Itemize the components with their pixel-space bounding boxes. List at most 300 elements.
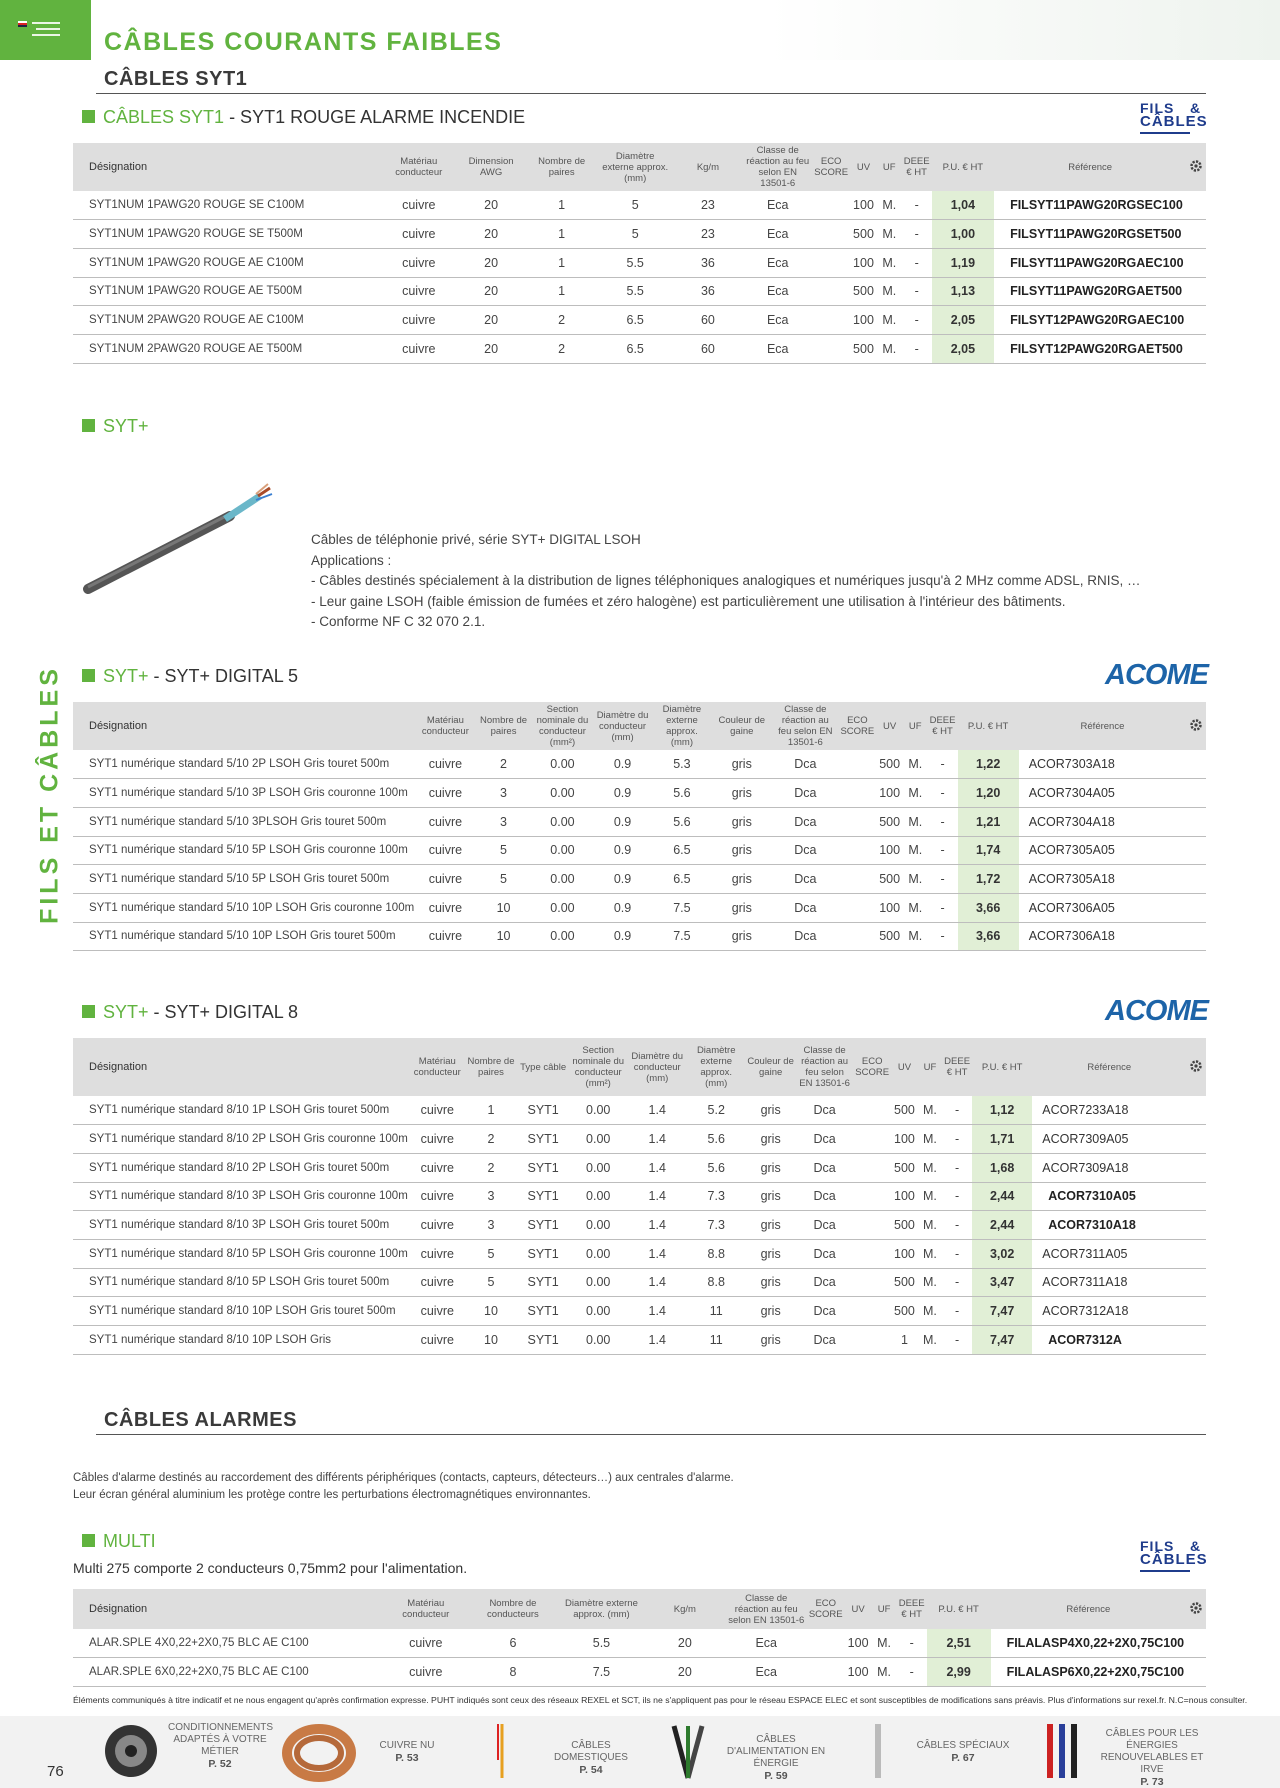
table-cell: M. <box>918 1096 942 1125</box>
table-cell: Dca <box>796 1326 853 1355</box>
table-cell: 0.9 <box>593 865 653 894</box>
table-row <box>73 779 1206 808</box>
multi-description: Multi 275 comporte 2 conducteurs 0,75mm2 pour l'alimentation. <box>73 1560 468 1576</box>
table-cell: Eca <box>726 1658 807 1687</box>
table-cell: cuivre <box>381 248 457 277</box>
table-cell <box>853 1096 891 1125</box>
table-cell: SYT1NUM 1PAWG20 ROUGE AE T500M <box>73 277 381 306</box>
column-header: UF <box>877 143 902 191</box>
table-cell: M. <box>903 779 928 808</box>
column-header: Désignation <box>73 702 416 750</box>
acome-logo: ACOME <box>1105 995 1208 1027</box>
subsection-syt1-rouge: CÂBLES SYT1 - SYT1 ROUGE ALARME INCENDIE <box>82 107 525 128</box>
table-cell: 1,72 <box>958 865 1019 894</box>
table-cell: 1 <box>525 277 597 306</box>
table-cell: Dca <box>796 1211 853 1240</box>
table-cell: cuivre <box>381 306 457 335</box>
table-cell: 0.9 <box>593 779 653 808</box>
table-cell: 3 <box>465 1211 517 1240</box>
table-cell: 1 <box>525 220 597 249</box>
table-row <box>73 1658 1206 1687</box>
table-cell: Dca <box>796 1297 853 1326</box>
table-cell: 20 <box>457 277 526 306</box>
column-header: Classe de réaction au feu selon EN 13501-6 <box>726 1589 807 1629</box>
table-cell: SYT1NUM 2PAWG20 ROUGE AE C100M <box>73 306 381 335</box>
table-cell: 5 <box>465 1268 517 1297</box>
column-header: Diamètre externe approx. (mm) <box>598 143 673 191</box>
table-cell: 1.4 <box>627 1297 687 1326</box>
table-cell <box>853 1297 891 1326</box>
column-header: Référence <box>991 1589 1187 1629</box>
table-cell <box>1186 1239 1206 1268</box>
table-cell: M. <box>903 865 928 894</box>
table-cell: 2 <box>525 306 597 335</box>
column-header: UV <box>845 1589 872 1629</box>
table-cell: 3 <box>475 807 533 836</box>
table-cell: SYT1 numérique standard 8/10 3P LSOH Gris touret 500m <box>73 1211 410 1240</box>
column-header: Désignation <box>73 1589 385 1629</box>
table-cell: Dca <box>772 865 838 894</box>
table-cell: 11 <box>687 1297 745 1326</box>
table-cell: - <box>928 893 958 922</box>
table-cell: M. <box>903 893 928 922</box>
table-cell: SYT1 numérique standard 8/10 10P LSOH Gris touret 500m <box>73 1297 410 1326</box>
table-cell: - <box>928 779 958 808</box>
table-cell <box>1186 893 1206 922</box>
flag-icon <box>18 21 27 27</box>
table-cell: 500 <box>850 334 877 363</box>
fils-cables-logo: FILS & CÂBLES <box>1138 100 1208 146</box>
table-cell: - <box>902 220 932 249</box>
column-header: Section nominale du conducteur (mm²) <box>569 1038 627 1096</box>
table-cell: M. <box>918 1153 942 1182</box>
table-cell: 2 <box>475 750 533 779</box>
table-cell: 6.5 <box>653 836 712 865</box>
table-cell: 11 <box>687 1326 745 1355</box>
column-header: P.U. € HT <box>932 143 994 191</box>
alarmes-intro: Câbles d'alarme destinés au raccordement des différents périphériques (contacts, capteurs, détecteurs…) aux centrales d'alarme. Leur écran général aluminium les protège contre les perturbations électromagnétiques environnantes. <box>73 1472 734 1501</box>
table-cell: SYT1NUM 1PAWG20 ROUGE SE T500M <box>73 220 381 249</box>
table-cell: cuivre <box>416 779 474 808</box>
subsection-digital8: SYT+ - SYT+ DIGITAL 8 <box>82 1002 298 1023</box>
column-header: Section nominale du conducteur (mm²) <box>532 702 592 750</box>
divider <box>96 1434 1206 1435</box>
table-cell: 100 <box>845 1629 872 1658</box>
table-cell: 8.8 <box>687 1268 745 1297</box>
table-cell: 100 <box>891 1182 918 1211</box>
table-row <box>73 1326 1206 1355</box>
table-cell <box>1186 1211 1206 1240</box>
table-cell: 0.00 <box>532 779 592 808</box>
table-cell <box>1186 1125 1206 1154</box>
table-cell: Dca <box>772 893 838 922</box>
cable-reel-icon <box>100 1720 162 1782</box>
table-cell: Eca <box>743 248 812 277</box>
table-cell: 500 <box>876 865 903 894</box>
column-header: ECO SCORE <box>853 1038 891 1096</box>
column-header: Désignation <box>73 1038 410 1096</box>
table-cell <box>807 1658 845 1687</box>
column-header: Diamètre externe approx. (mm) <box>653 702 712 750</box>
table-cell: SYT1NUM 1PAWG20 ROUGE SE C100M <box>73 191 381 220</box>
table-cell: SYT1 <box>517 1297 569 1326</box>
table-cell <box>1186 220 1206 249</box>
table-cell <box>1186 1182 1206 1211</box>
subsection-digital5: SYT+ - SYT+ DIGITAL 5 <box>82 666 298 687</box>
column-header: DEEE € HT <box>942 1038 972 1096</box>
table-cell: 100 <box>845 1658 872 1687</box>
table-cell: M. <box>877 248 902 277</box>
table-cell: - <box>928 836 958 865</box>
table-cell: cuivre <box>416 807 474 836</box>
table-cell: 3,66 <box>958 893 1019 922</box>
table-cell: 5.6 <box>653 779 712 808</box>
table-cell: M. <box>903 807 928 836</box>
table-cell: 500 <box>891 1211 918 1240</box>
table-cell: M. <box>877 306 902 335</box>
column-header: Kg/m <box>673 143 744 191</box>
table-cell: 500 <box>891 1268 918 1297</box>
table-cell: Dca <box>772 807 838 836</box>
table-cell: cuivre <box>381 220 457 249</box>
table-cell: ACOR7306A18 <box>1019 922 1187 951</box>
table-cell: gris <box>711 807 772 836</box>
table-cell: Dca <box>796 1182 853 1211</box>
table-cell: 0.00 <box>569 1326 627 1355</box>
table-row <box>73 277 1206 306</box>
table-cell: 1,21 <box>958 807 1019 836</box>
table-digital5 <box>73 702 1206 951</box>
table-cell: SYT1 numérique standard 5/10 3PLSOH Gris touret 500m <box>73 807 416 836</box>
table-multi <box>73 1589 1206 1687</box>
menu-icon <box>32 20 64 40</box>
table-cell: Dca <box>772 779 838 808</box>
table-cell: 7.3 <box>687 1211 745 1240</box>
table-cell: 5 <box>598 191 673 220</box>
settings-icon[interactable] <box>1186 1038 1206 1096</box>
table-cell: 3,02 <box>972 1239 1032 1268</box>
table-cell: gris <box>745 1211 796 1240</box>
column-header: UV <box>876 702 903 750</box>
column-header: Matériau conducteur <box>381 143 457 191</box>
table-cell: 2,05 <box>932 334 994 363</box>
table-cell: 20 <box>644 1658 726 1687</box>
column-header: UV <box>891 1038 918 1096</box>
table-cell: 1,74 <box>958 836 1019 865</box>
table-cell <box>1186 1326 1206 1355</box>
table-cell <box>838 922 876 951</box>
table-cell: FILALASP4X0,22+2X0,75C100 <box>991 1629 1187 1658</box>
table-cell: cuivre <box>416 893 474 922</box>
table-cell: 10 <box>475 893 533 922</box>
table-cell <box>812 248 850 277</box>
column-header: Kg/m <box>644 1589 726 1629</box>
table-cell: SYT1 <box>517 1125 569 1154</box>
table-cell: - <box>902 334 932 363</box>
table-cell: 3 <box>465 1182 517 1211</box>
table-cell: gris <box>711 922 772 951</box>
column-header: Diamètre du conducteur (mm) <box>593 702 653 750</box>
renewable-cable-icon <box>1040 1720 1090 1782</box>
table-cell: 0.00 <box>532 865 592 894</box>
menu-tab[interactable] <box>0 0 91 60</box>
table-cell: 0.00 <box>569 1182 627 1211</box>
column-header: P.U. € HT <box>972 1038 1032 1096</box>
table-cell: - <box>942 1096 972 1125</box>
table-cell <box>812 306 850 335</box>
table-cell: ACOR7305A05 <box>1019 836 1187 865</box>
table-cell: gris <box>711 893 772 922</box>
table-cell: 0.00 <box>569 1096 627 1125</box>
table-cell: 1 <box>891 1326 918 1355</box>
table-cell: ACOR7309A18 <box>1032 1153 1186 1182</box>
column-header: Nombre de conducteurs <box>467 1589 559 1629</box>
table-cell: SYT1 numérique standard 8/10 2P LSOH Gris touret 500m <box>73 1153 410 1182</box>
column-header: Classe de réaction au feu selon EN 13501-6 <box>772 702 838 750</box>
table-cell: 100 <box>891 1239 918 1268</box>
settings-icon[interactable] <box>1186 702 1206 750</box>
table-row <box>73 1182 1206 1211</box>
power-cable-icon <box>670 1720 706 1782</box>
table-cell: SYT1 numérique standard 8/10 5P LSOH Gris couronne 100m <box>73 1239 410 1268</box>
footer-item-speciaux[interactable]: CÂBLES SPÉCIAUX P. 67 <box>916 1740 1010 1764</box>
table-cell: ACOR7233A18 <box>1032 1096 1186 1125</box>
footer-item-conditionnements[interactable]: CONDITIONNEMENTS ADAPTÉS À VOTRE MÉTIER P. 52 <box>168 1722 273 1770</box>
column-header: Couleur de gaine <box>745 1038 796 1096</box>
table-cell <box>812 277 850 306</box>
settings-icon[interactable] <box>1186 143 1206 191</box>
table-row <box>73 893 1206 922</box>
table-cell: - <box>902 306 932 335</box>
table-cell <box>853 1239 891 1268</box>
table-cell <box>1186 1629 1206 1658</box>
table-cell <box>1186 779 1206 808</box>
subsection-multi: MULTI <box>82 1531 156 1552</box>
table-cell: cuivre <box>410 1153 465 1182</box>
table-cell <box>1186 1658 1206 1687</box>
table-cell: cuivre <box>410 1211 465 1240</box>
footer-item-renouvelables[interactable]: CÂBLES POUR LES ÉNERGIES RENOUVELABLES ET IRVE P. 73 <box>1100 1728 1204 1788</box>
table-cell: 100 <box>876 836 903 865</box>
table-cell: gris <box>745 1182 796 1211</box>
table-cell: SYT1 <box>517 1268 569 1297</box>
table-cell: cuivre <box>385 1629 467 1658</box>
table-cell: 36 <box>673 248 744 277</box>
table-syt1-rouge <box>73 143 1206 364</box>
table-cell <box>838 779 876 808</box>
table-cell: cuivre <box>416 750 474 779</box>
column-header: UF <box>918 1038 942 1096</box>
table-cell: ACOR7306A05 <box>1019 893 1187 922</box>
table-cell: 0.00 <box>532 922 592 951</box>
page-header-title: CÂBLES COURANTS FAIBLES <box>104 28 503 56</box>
table-cell: 500 <box>891 1297 918 1326</box>
table-cell: gris <box>711 836 772 865</box>
table-cell: 3 <box>475 779 533 808</box>
table-cell <box>853 1125 891 1154</box>
column-header: Classe de réaction au feu selon EN 13501-6 <box>743 143 812 191</box>
table-row <box>73 1268 1206 1297</box>
column-header: DEEE € HT <box>902 143 932 191</box>
table-cell: 1.4 <box>627 1153 687 1182</box>
table-cell: - <box>928 750 958 779</box>
table-cell: SYT1 numérique standard 8/10 1P LSOH Gris touret 500m <box>73 1096 410 1125</box>
table-cell <box>838 865 876 894</box>
table-row <box>73 750 1206 779</box>
table-cell: ACOR7305A18 <box>1019 865 1187 894</box>
table-cell: Eca <box>726 1629 807 1658</box>
table-cell: M. <box>903 836 928 865</box>
table-cell <box>1186 1268 1206 1297</box>
table-cell <box>838 893 876 922</box>
table-cell: SYT1 numérique standard 5/10 10P LSOH Gris touret 500m <box>73 922 416 951</box>
cable-image <box>80 474 280 599</box>
table-cell: 7.3 <box>687 1182 745 1211</box>
table-cell: - <box>897 1629 927 1658</box>
table-cell: 500 <box>876 750 903 779</box>
table-cell <box>1186 865 1206 894</box>
table-cell: cuivre <box>381 334 457 363</box>
table-cell: 1,68 <box>972 1153 1032 1182</box>
table-cell: - <box>928 922 958 951</box>
column-header: Diamètre du conducteur (mm) <box>627 1038 687 1096</box>
settings-icon[interactable] <box>1186 1589 1206 1629</box>
section-title-alarmes: CÂBLES ALARMES <box>104 1409 297 1431</box>
table-cell: 2 <box>525 334 597 363</box>
table-cell <box>1186 277 1206 306</box>
table-cell: ACOR7312A <box>1032 1326 1186 1355</box>
table-cell <box>812 191 850 220</box>
table-cell: 100 <box>876 779 903 808</box>
table-cell: gris <box>745 1239 796 1268</box>
table-cell: 8 <box>467 1658 559 1687</box>
table-cell <box>1186 807 1206 836</box>
table-cell: Dca <box>796 1239 853 1268</box>
table-cell: cuivre <box>416 836 474 865</box>
table-cell: 8.8 <box>687 1239 745 1268</box>
footer-item-domestiques[interactable]: CÂBLES DOMESTIQUES P. 54 <box>554 1740 628 1776</box>
table-cell: 1 <box>525 191 597 220</box>
table-cell <box>1186 836 1206 865</box>
table-cell: cuivre <box>381 191 457 220</box>
table-cell: - <box>942 1239 972 1268</box>
table-cell: gris <box>745 1153 796 1182</box>
footer-item-alimentation[interactable]: CÂBLES D'ALIMENTATION EN ÉNERGIE P. 59 <box>726 1734 826 1782</box>
table-cell: gris <box>711 865 772 894</box>
table-cell: ALAR.SPLE 4X0,22+2X0,75 BLC AE C100 <box>73 1629 385 1658</box>
table-cell: Eca <box>743 334 812 363</box>
table-cell: cuivre <box>410 1239 465 1268</box>
table-cell: SYT1 numérique standard 5/10 5P LSOH Gris touret 500m <box>73 865 416 894</box>
table-cell: 0.00 <box>569 1268 627 1297</box>
table-cell: 2,99 <box>927 1658 991 1687</box>
table-row <box>73 836 1206 865</box>
table-cell: ACOR7311A05 <box>1032 1239 1186 1268</box>
table-cell <box>1186 1297 1206 1326</box>
table-row <box>73 248 1206 277</box>
table-cell: 5 <box>598 220 673 249</box>
table-cell: FILSYT11PAWG20RGAET500 <box>994 277 1186 306</box>
column-header: Désignation <box>73 143 381 191</box>
table-cell: Dca <box>796 1153 853 1182</box>
table-cell: 7.5 <box>559 1658 644 1687</box>
table-cell: 5.2 <box>687 1096 745 1125</box>
table-cell: 20 <box>457 306 526 335</box>
table-cell: ACOR7304A05 <box>1019 779 1187 808</box>
table-cell: SYT1 numérique standard 5/10 5P LSOH Gris couronne 100m <box>73 836 416 865</box>
table-cell: 5.6 <box>653 807 712 836</box>
footer-item-cuivre-nu[interactable]: CUIVRE NU P. 53 <box>379 1740 435 1764</box>
table-cell: 0.00 <box>532 893 592 922</box>
column-header: P.U. € HT <box>958 702 1019 750</box>
table-cell: 0.00 <box>532 836 592 865</box>
table-cell <box>1186 306 1206 335</box>
table-cell: 5.6 <box>687 1125 745 1154</box>
column-header: DEEE € HT <box>897 1589 927 1629</box>
table-cell: 100 <box>876 893 903 922</box>
table-cell: 10 <box>465 1297 517 1326</box>
table-cell: M. <box>918 1239 942 1268</box>
table-cell: ACOR7311A18 <box>1032 1268 1186 1297</box>
table-cell: SYT1 numérique standard 8/10 5P LSOH Gris touret 500m <box>73 1268 410 1297</box>
table-cell: 0.00 <box>569 1239 627 1268</box>
table-cell: 100 <box>850 191 877 220</box>
table-cell: - <box>942 1153 972 1182</box>
table-cell: 20 <box>644 1629 726 1658</box>
table-cell: 3,47 <box>972 1268 1032 1297</box>
table-cell: FILSYT12PAWG20RGAET500 <box>994 334 1186 363</box>
table-row <box>73 807 1206 836</box>
table-cell: 6.5 <box>598 306 673 335</box>
table-cell: cuivre <box>381 277 457 306</box>
table-cell: 0.00 <box>532 807 592 836</box>
table-cell: SYT1 <box>517 1326 569 1355</box>
table-cell: ACOR7310A18 <box>1032 1211 1186 1240</box>
table-cell: 0.00 <box>569 1297 627 1326</box>
table-cell: 0.9 <box>593 922 653 951</box>
table-cell: cuivre <box>410 1125 465 1154</box>
table-cell: 0.00 <box>569 1211 627 1240</box>
table-cell <box>1186 191 1206 220</box>
table-cell: Eca <box>743 191 812 220</box>
table-cell: M. <box>872 1629 897 1658</box>
table-cell: - <box>902 191 932 220</box>
column-header: Nombre de paires <box>465 1038 517 1096</box>
copper-wire-icon <box>282 1720 356 1782</box>
table-cell: 23 <box>673 191 744 220</box>
table-cell <box>1186 1153 1206 1182</box>
table-row <box>73 191 1206 220</box>
table-cell: M. <box>918 1182 942 1211</box>
table-cell: - <box>902 248 932 277</box>
table-cell: 6.5 <box>598 334 673 363</box>
table-cell: ACOR7309A05 <box>1032 1125 1186 1154</box>
table-cell: Dca <box>772 750 838 779</box>
table-cell <box>812 334 850 363</box>
table-row <box>73 220 1206 249</box>
table-cell: 0.00 <box>532 750 592 779</box>
table-cell: 60 <box>673 334 744 363</box>
table-cell: 5.5 <box>559 1629 644 1658</box>
column-header: Couleur de gaine <box>711 702 772 750</box>
section-title-syt1: CÂBLES SYT1 <box>104 68 248 90</box>
table-cell: 6.5 <box>653 865 712 894</box>
table-cell: 1.4 <box>627 1326 687 1355</box>
table-cell: SYT1 numérique standard 5/10 10P LSOH Gris couronne 100m <box>73 893 416 922</box>
table-cell: FILSYT11PAWG20RGAEC100 <box>994 248 1186 277</box>
column-header: Type câble <box>517 1038 569 1096</box>
divider <box>96 93 1206 94</box>
